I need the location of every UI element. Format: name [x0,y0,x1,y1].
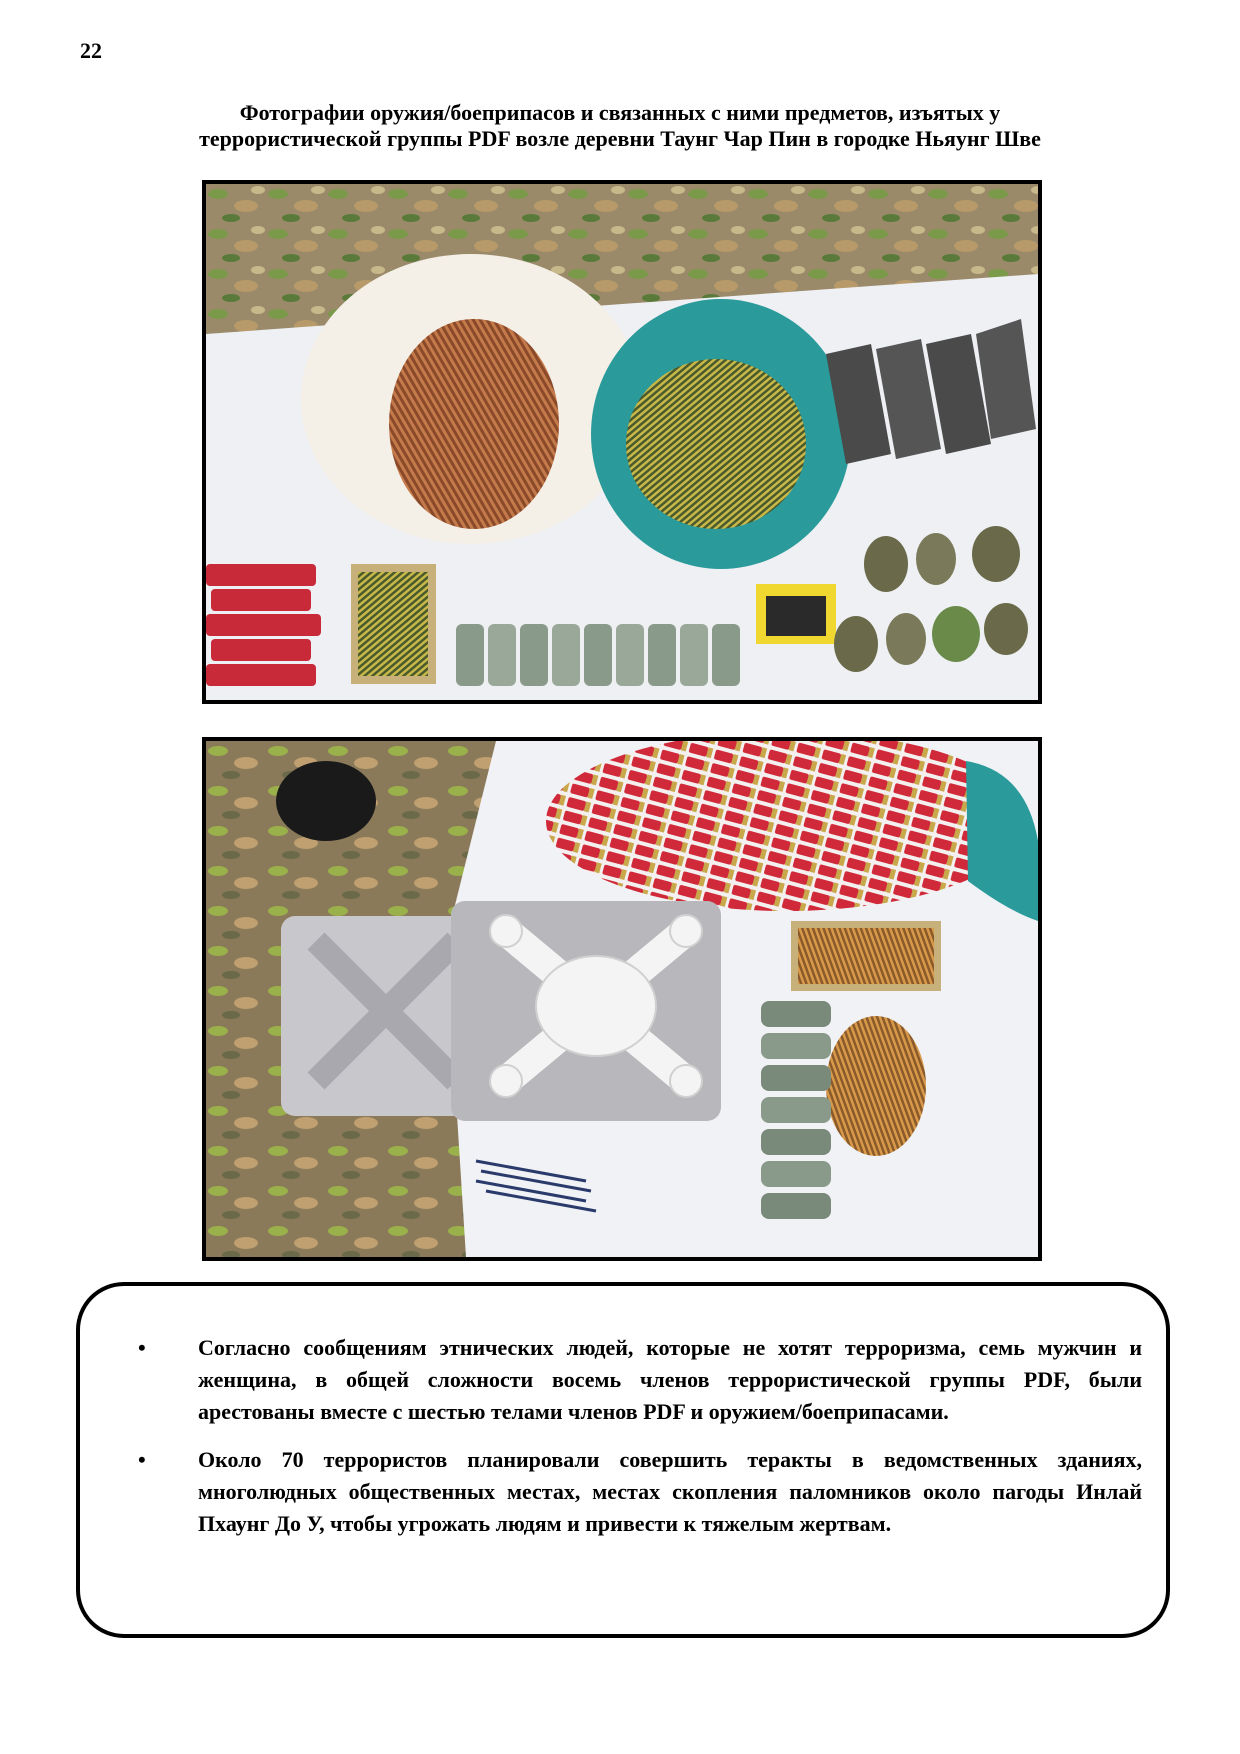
photo-seized-ammunition-image [206,184,1038,700]
summary-list [138,1332,1142,1556]
summary-item [138,1332,1142,1428]
bullet-icon: • [138,1335,146,1360]
summary-box [76,1282,1170,1638]
page-title-line-1: Фотографии оружия/боеприпасов и связанных с ними предметов, изъятых у [239,100,1001,125]
page-title [100,100,1140,152]
photo-seized-ammunition [202,180,1042,704]
photo-seized-drone [202,737,1042,1261]
summary-item [138,1444,1142,1540]
bullet-icon: • [138,1447,146,1472]
page-number: 22 [80,38,102,63]
summary-item-text: Около 70 террористов планировали совершить теракты в ведомственных зданиях, многолюдных общественных местах, местах скопления паломников около пагоды Инлай Пхаунг До У, чтобы угрожать людям и привести к тяжелым жертвам. [198,1447,1142,1536]
page-title-line-2: террористической группы PDF возле деревни Таунг Чар Пин в городке Ньяунг Шве [199,126,1041,151]
photo-seized-drone-image [206,741,1038,1257]
summary-item-text: Согласно сообщениям этнических людей, которые не хотят терроризма, семь мужчин и женщина, в общей сложности восемь членов террористической группы PDF, были арестованы вместе с шестью телами членов PDF и оружием/боеприпасами. [198,1335,1142,1424]
